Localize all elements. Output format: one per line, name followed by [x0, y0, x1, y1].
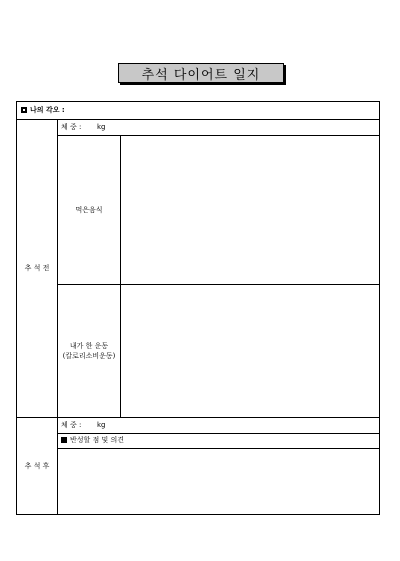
reflection-label: 반성할 점 및 의견	[70, 436, 125, 444]
reflection-row	[61, 436, 124, 445]
exercise-label-line1: 내가 한 운동	[69, 342, 109, 350]
reflection-entry-area[interactable]	[58, 449, 379, 514]
resolution-label: 나의 각오 :	[30, 106, 65, 114]
diary-table	[16, 101, 380, 515]
after-weight-field[interactable]	[57, 417, 379, 433]
food-label: 먹은음식	[75, 206, 103, 214]
before-weight-field[interactable]	[57, 119, 379, 135]
exercise-entry-area[interactable]	[121, 285, 379, 417]
before-section-label: 추 석 전	[24, 264, 50, 272]
document-title-box	[118, 63, 284, 83]
document-title: 추석 다이어트 일지	[141, 67, 261, 83]
resolution-row[interactable]	[21, 106, 65, 115]
after-section-label: 추 석 후	[24, 462, 50, 470]
divider	[57, 433, 379, 434]
square-bullet-icon	[61, 437, 67, 443]
food-entry-area[interactable]	[121, 136, 379, 284]
before-weight-unit: kg	[97, 123, 106, 131]
after-weight-label: 체 중 :	[61, 421, 82, 429]
square-bullet-icon	[21, 107, 27, 113]
before-weight-label: 체 중 :	[61, 123, 82, 131]
after-weight-unit: kg	[97, 421, 106, 429]
exercise-label-line2: (칼로리소비운동)	[62, 352, 116, 360]
